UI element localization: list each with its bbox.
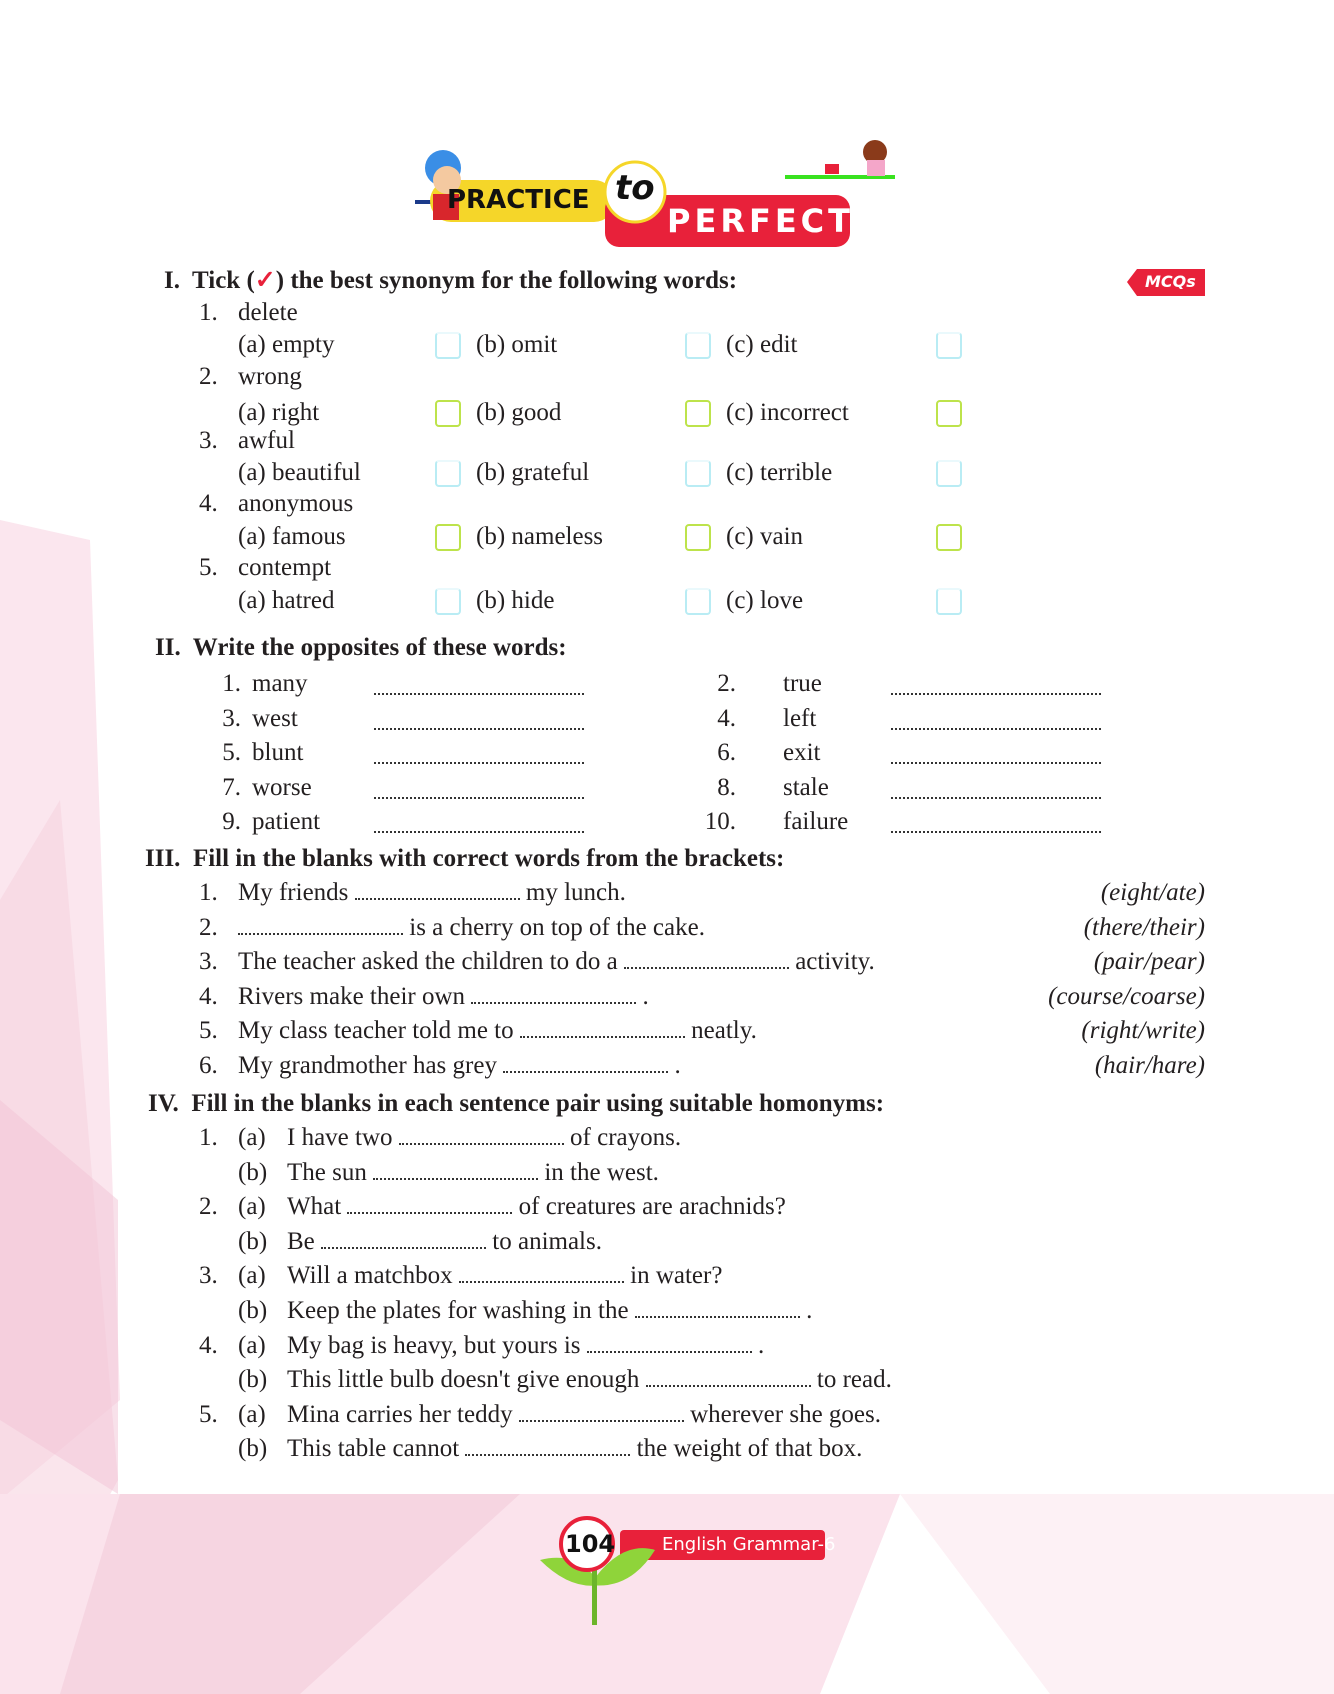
item-number: 5. [222, 739, 241, 766]
section-3-heading: III. Fill in the blanks with correct words from the brackets: [145, 845, 785, 872]
sentence-end: in water? [630, 1262, 723, 1290]
item-word: true [783, 670, 822, 697]
answer-blank[interactable] [635, 1296, 800, 1318]
tick-icon: ✓ [254, 267, 276, 294]
sentence-start: Be [287, 1227, 315, 1255]
sentence-end: . [642, 982, 649, 1010]
sentence-end: to animals. [492, 1227, 602, 1255]
word-hint: (pair/pear) [1093, 948, 1205, 976]
item-number: 3. [199, 1262, 218, 1290]
sentence-start: My grandmother has grey [238, 1052, 497, 1079]
item-number: 5. [199, 1400, 218, 1428]
word-hint: (course/coarse) [1048, 982, 1205, 1010]
item-word: many [252, 670, 308, 697]
item-number: 3. [222, 704, 241, 732]
answer-checkbox[interactable] [685, 460, 711, 487]
answer-checkbox[interactable] [685, 588, 711, 615]
item-word: stale [783, 773, 829, 801]
item-word: left [783, 704, 817, 732]
sentence [287, 1123, 681, 1153]
item-word: west [252, 704, 298, 732]
answer-blank[interactable] [520, 1016, 685, 1038]
answer-blank[interactable] [238, 913, 403, 935]
sentence-end: of crayons. [570, 1124, 682, 1151]
sentence [238, 1016, 757, 1046]
option-label: (a) famous [238, 523, 346, 550]
answer-checkbox[interactable] [435, 460, 461, 487]
answer-blank[interactable] [374, 811, 584, 833]
answer-blank[interactable] [347, 1192, 512, 1214]
item-number: 5. [199, 1017, 218, 1045]
item-number: 4. [199, 982, 218, 1010]
question-word: awful [238, 427, 295, 454]
option-label: (c) vain [726, 523, 804, 550]
sentence-end: of creatures are arachnids? [518, 1193, 786, 1221]
word-hint: (right/write) [1081, 1017, 1205, 1045]
sub-label: (b) [238, 1297, 268, 1324]
answer-blank[interactable] [374, 708, 584, 730]
item-word: patient [252, 808, 321, 835]
answer-blank[interactable] [891, 742, 1101, 764]
item-number: 1. [222, 670, 241, 697]
sentence-start: This little bulb doesn't give enough [287, 1366, 640, 1394]
question-number: 4. [199, 490, 218, 517]
sentence [287, 1261, 722, 1291]
answer-blank[interactable] [624, 947, 789, 969]
sentence [287, 1434, 862, 1464]
answer-blank[interactable] [465, 1434, 630, 1456]
item-number: 2. [199, 913, 218, 941]
item-number: 2. [717, 670, 736, 697]
sentence-start: My friends [238, 879, 349, 906]
sub-label: (a) [238, 1262, 266, 1290]
option-label: (b) hide [476, 587, 555, 614]
answer-blank[interactable] [471, 982, 636, 1004]
sentence-start: I have two [287, 1124, 393, 1151]
page-footer [490, 1510, 850, 1630]
answer-blank[interactable] [373, 1158, 538, 1180]
item-number: 1. [199, 1124, 218, 1151]
mcqs-badge [1127, 269, 1205, 296]
section-1-heading: I. Tick (✓) the best synonym for the following words: [164, 267, 738, 294]
answer-blank[interactable] [891, 708, 1101, 730]
sentence-end: to read. [816, 1366, 892, 1394]
sub-label: (b) [238, 1227, 268, 1255]
sentence-end: . [758, 1331, 765, 1359]
item-number: 3. [199, 948, 218, 976]
answer-checkbox[interactable] [685, 332, 711, 359]
sentence-start: Keep the plates for washing in the [287, 1297, 629, 1324]
item-word: worse [252, 773, 312, 801]
word-hint: (hair/hare) [1094, 1052, 1205, 1079]
banner-practice: PRACTICE [447, 185, 590, 215]
answer-blank[interactable] [459, 1261, 624, 1283]
option-label: (b) omit [476, 331, 558, 358]
sentence-end: activity. [795, 948, 875, 976]
sentence [287, 1400, 881, 1430]
sentence-end: is a cherry on top of the cake. [409, 913, 705, 941]
answer-checkbox[interactable] [435, 588, 461, 615]
answer-checkbox[interactable] [936, 460, 962, 487]
sentence-end: in the west. [544, 1158, 659, 1186]
answer-blank[interactable] [374, 742, 584, 764]
option-label: (b) nameless [476, 523, 604, 550]
sentence-end: . [806, 1297, 813, 1324]
sentence-end: my lunch. [525, 879, 626, 906]
item-number: 4. [717, 704, 736, 732]
answer-checkbox[interactable] [936, 332, 962, 359]
sub-label: (b) [238, 1366, 268, 1394]
question-word: anonymous [238, 490, 354, 517]
option-label: (a) right [238, 399, 320, 426]
option-label: (c) love [726, 587, 804, 614]
sub-label: (b) [238, 1158, 268, 1186]
sentence-start: Mina carries her teddy [287, 1400, 513, 1428]
item-number: 1. [199, 879, 218, 906]
sentence [287, 1296, 812, 1326]
answer-blank[interactable] [374, 777, 584, 799]
answer-blank[interactable] [321, 1227, 486, 1249]
sub-label: (a) [238, 1331, 266, 1359]
item-number: 6. [717, 739, 736, 766]
item-word: blunt [252, 739, 304, 766]
option-label: (c) incorrect [726, 399, 849, 426]
question-word: delete [238, 299, 298, 326]
answer-blank[interactable] [355, 878, 520, 900]
answer-checkbox[interactable] [435, 400, 461, 427]
answer-blank[interactable] [891, 811, 1101, 833]
option-label: (a) empty [238, 331, 335, 358]
sentence [287, 1365, 892, 1395]
word-hint: (there/their) [1083, 913, 1205, 941]
item-number: 9. [222, 808, 241, 835]
sentence-start: The teacher asked the children to do a [238, 948, 618, 976]
sentence [238, 1051, 681, 1081]
book-title: English Grammar-6 [662, 1534, 836, 1555]
banner-to: to [615, 168, 655, 208]
sentence [238, 878, 626, 908]
sentence-end: neatly. [691, 1017, 757, 1045]
sentence [238, 982, 649, 1012]
answer-checkbox[interactable] [936, 400, 962, 427]
answer-checkbox[interactable] [435, 332, 461, 359]
sentence-start: Will a matchbox [287, 1262, 453, 1290]
item-number: 10. [704, 808, 736, 835]
question-number: 3. [199, 427, 218, 454]
answer-blank[interactable] [891, 777, 1101, 799]
option-label: (b) grateful [476, 459, 590, 486]
answer-checkbox[interactable] [435, 524, 461, 551]
page-number: 104 [565, 1530, 616, 1558]
sentence [238, 913, 705, 943]
question-number: 5. [199, 554, 218, 581]
item-number: 2. [199, 1193, 218, 1221]
item-word: failure [783, 808, 849, 835]
sentence-end: . [674, 1052, 681, 1079]
item-number: 8. [717, 773, 736, 801]
answer-checkbox[interactable] [936, 524, 962, 551]
sentence-end: the weight of that box. [636, 1435, 863, 1463]
sprout-icon [490, 1510, 850, 1630]
answer-blank[interactable] [503, 1051, 668, 1073]
question-number: 2. [199, 363, 218, 390]
answer-blank[interactable] [399, 1123, 564, 1145]
sentence [287, 1331, 764, 1361]
answer-checkbox[interactable] [685, 400, 711, 427]
sentence-start: My class teacher told me to [238, 1017, 514, 1045]
answer-blank[interactable] [587, 1331, 752, 1353]
banner-perfect: PERFECT [667, 202, 854, 240]
sentence-start: The sun [287, 1158, 367, 1186]
question-number: 1. [199, 299, 218, 326]
sentence [287, 1158, 659, 1188]
sub-label: (a) [238, 1124, 266, 1151]
option-label: (b) good [476, 399, 562, 426]
answer-blank[interactable] [374, 673, 584, 695]
question-word: contempt [238, 554, 332, 581]
option-label: (a) beautiful [238, 459, 361, 486]
sentence [287, 1192, 786, 1222]
sentence-start: Rivers make their own [238, 982, 466, 1010]
sentence-start: My bag is heavy, but yours is [287, 1331, 581, 1359]
item-number: 7. [222, 773, 241, 801]
option-label: (c) terrible [726, 459, 833, 486]
option-label: (c) edit [726, 331, 798, 358]
sentence-start: This table cannot [287, 1435, 460, 1463]
section-4-heading: IV. Fill in the blanks in each sentence pair using suitable homonyms: [148, 1090, 885, 1117]
answer-checkbox[interactable] [936, 588, 962, 615]
question-word: wrong [238, 363, 302, 390]
mcqs-badge-label: MCQs [1145, 272, 1196, 291]
answer-checkbox[interactable] [685, 524, 711, 551]
sentence-start: What [287, 1193, 342, 1221]
word-hint: (eight/ate) [1100, 879, 1205, 906]
option-label: (a) hatred [238, 587, 335, 614]
item-number: 6. [199, 1052, 218, 1079]
practice-to-perfect-banner [405, 140, 925, 260]
sub-label: (a) [238, 1193, 266, 1221]
answer-blank[interactable] [891, 673, 1101, 695]
sub-label: (b) [238, 1435, 268, 1463]
sub-label: (a) [238, 1400, 266, 1428]
answer-blank[interactable] [646, 1365, 811, 1387]
item-word: exit [783, 739, 821, 766]
sentence [238, 947, 875, 977]
section-2-heading: II. Write the opposites of these words: [155, 634, 567, 661]
answer-blank[interactable] [519, 1400, 684, 1422]
sentence [287, 1227, 602, 1257]
sentence-end: wherever she goes. [690, 1400, 882, 1428]
item-number: 4. [199, 1331, 218, 1359]
